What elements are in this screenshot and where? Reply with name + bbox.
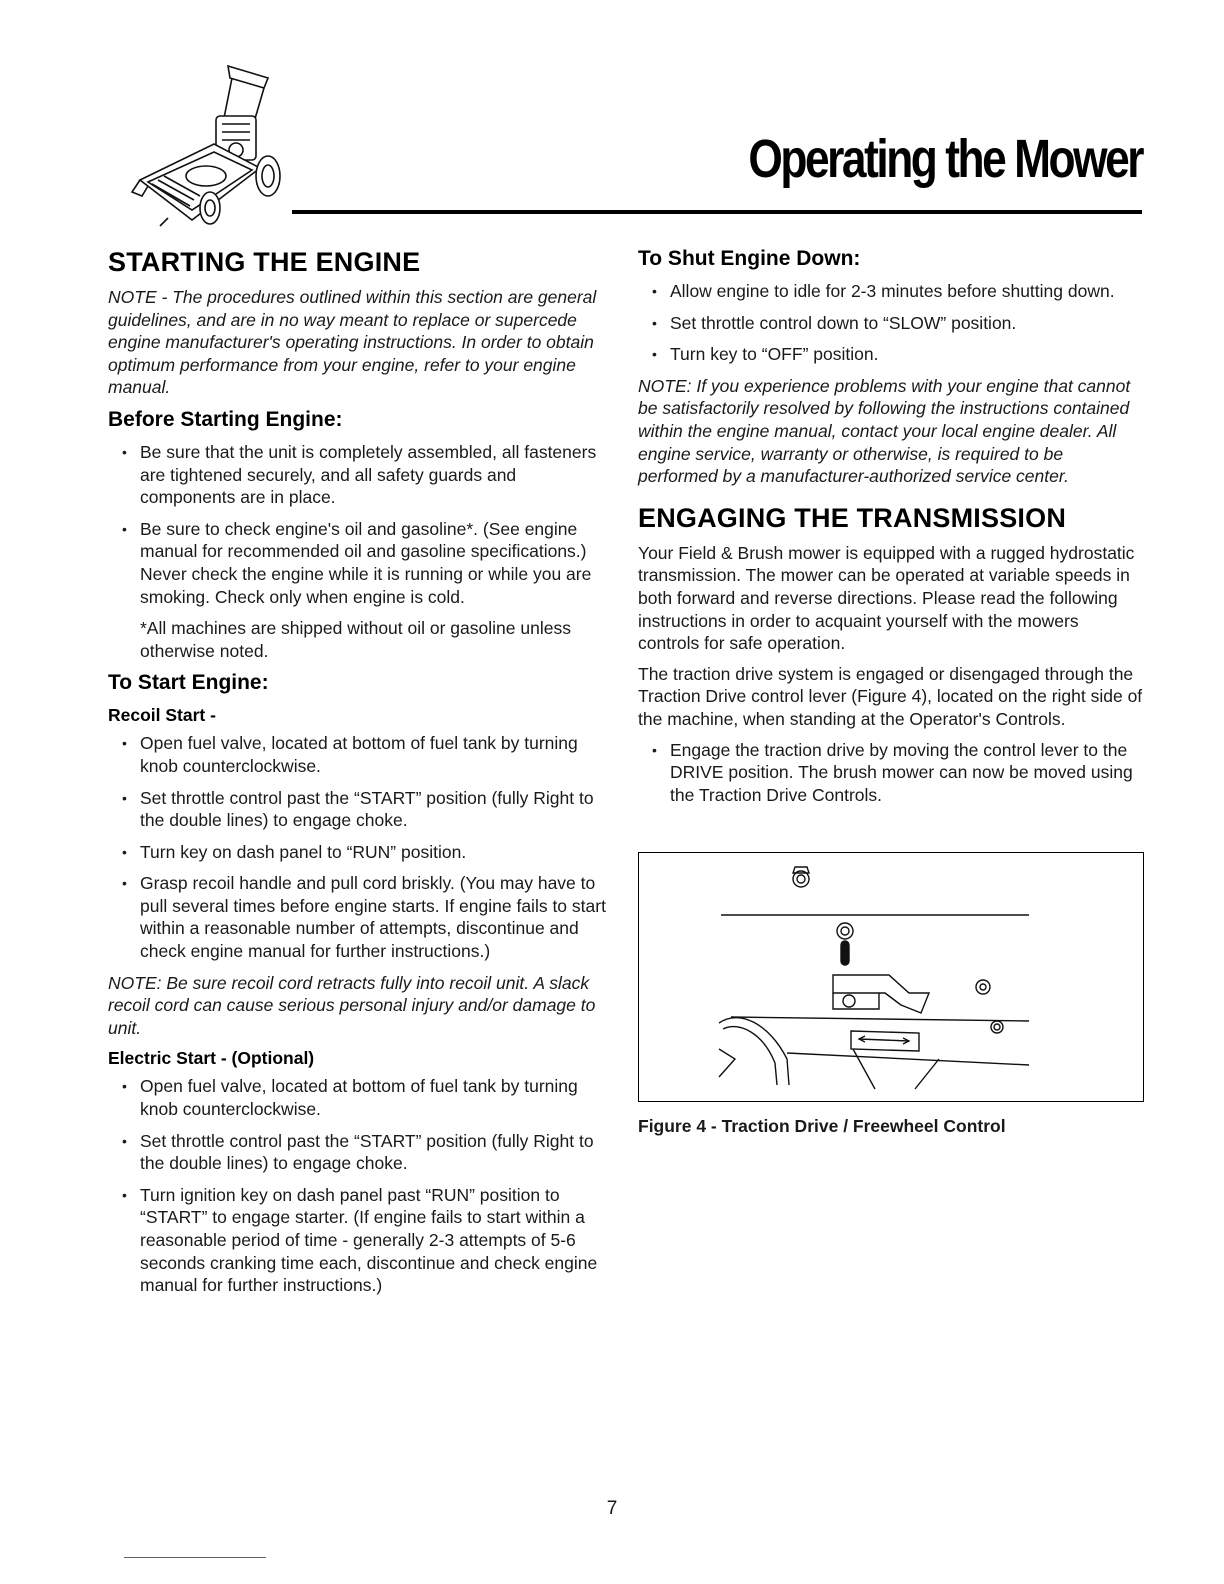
page-number: 7 [606, 1498, 618, 1519]
transmission-paragraph: Your Field & Brush mower is equipped with a rugged hydrostatic transmission. The mower can be operated at variable speeds in both forward and reverse directions. Please read the following instructions in order to acquaint yourself with the mowers controls for safe operation. [638, 542, 1135, 654]
recoil-note: NOTE: Be sure recoil cord retracts fully into recoil unit. A slack recoil cord can cause serious personal injury and/or damage to unit. [108, 972, 596, 1038]
title-divider [292, 210, 1142, 214]
list-item: • Allow engine to idle for 2-3 minutes before shutting down. [638, 280, 1144, 303]
list-item: • Grasp recoil handle and pull cord briskly. (You may have to pull several times before engine starts. If engine fails to start within a reasonable number of attempts, discontinue and check engine manual for further instructions.) [108, 872, 608, 962]
list-item: • Open fuel valve, located at bottom of fuel tank by turning knob counterclockwise. [108, 1075, 608, 1120]
right-column [638, 246, 1144, 1137]
list-item: • Open fuel valve, located at bottom of fuel tank by turning knob counterclockwise. [108, 732, 608, 777]
electric-start-heading: Electric Start - (Optional) [108, 1048, 315, 1069]
figure-4-box [638, 852, 1144, 1102]
transmission-list [638, 739, 1144, 807]
before-starting-heading: Before Starting Engine: [108, 407, 343, 431]
bolt-icon [793, 867, 809, 887]
list-item: • Turn ignition key on dash panel past “RUN” position to “START” to engage starter. (If engine fails to start within a reasonable period of time - generally 2-3 attempts of 5-6 seconds cranking time each, discontinue and check engine manual for further instructions.) [108, 1184, 608, 1297]
footer-line [124, 1557, 266, 1558]
before-starting-list [108, 441, 608, 608]
shutdown-note: NOTE: If you experience problems with your engine that cannot be satisfactorily resolved by following the instructions contained within the engine manual, contact your local engine dealer. All engine service, warranty or otherwise, is required to be performed by a manufacturer-authorized service center. [638, 375, 1131, 487]
asterisk-note: *All machines are shipped without oil or gasoline unless otherwise noted. [140, 618, 571, 661]
list-item: • Set throttle control down to “SLOW” position. [638, 312, 1144, 335]
figure-caption: Figure 4 - Traction Drive / Freewheel Control [638, 1116, 1006, 1137]
traction-drive-lever-diagram-icon [639, 853, 1145, 1103]
recoil-start-list [108, 732, 608, 962]
page-title: Operating the Mower [748, 129, 1142, 189]
list-item: • Set throttle control past the “START” position (fully Right to the double lines) to engage choke. [108, 1130, 608, 1175]
list-item: • Engage the traction drive by moving the control lever to the DRIVE position. The brush mower can now be moved using the Traction Drive Controls. [638, 739, 1144, 807]
recoil-start-heading: Recoil Start - [108, 705, 216, 726]
left-column [108, 246, 608, 1306]
starting-engine-note: NOTE - The procedures outlined within this section are general guidelines, and are in no way meant to replace or supercede engine manufacturer's operating instructions. In order to obtain optimum performance from your engine, refer to your engine manual. [108, 287, 597, 398]
list-item: • Be sure to check engine's oil and gasoline*. (See engine manual for recommended oil and gasoline specifications.) Never check the engine while it is running or while you are smoking. Check only when engine is cold. [108, 518, 608, 608]
list-item: • Turn key on dash panel to “RUN” position. [108, 841, 608, 864]
shut-engine-down-list [638, 280, 1144, 366]
brush-mower-illustration-icon [118, 58, 298, 228]
engaging-transmission-heading: ENGAGING THE TRANSMISSION [638, 502, 1067, 533]
electric-start-list [108, 1075, 608, 1296]
transmission-paragraph: The traction drive system is engaged or disengaged through the Traction Drive control lever (Figure 4), located on the right side of the machine, when standing at the Operator's Controls. [638, 663, 1143, 729]
list-item: • Set throttle control past the “START” position (fully Right to the double lines) to engage choke. [108, 787, 608, 832]
list-item: • Turn key to “OFF” position. [638, 343, 1144, 366]
shut-engine-down-heading: To Shut Engine Down: [638, 247, 861, 270]
list-item: • Be sure that the unit is completely assembled, all fasteners are tightened securely, and all safety guards and components are in place. [108, 441, 608, 509]
start-engine-heading: To Start Engine: [108, 671, 269, 695]
starting-engine-heading: STARTING THE ENGINE [108, 247, 421, 277]
